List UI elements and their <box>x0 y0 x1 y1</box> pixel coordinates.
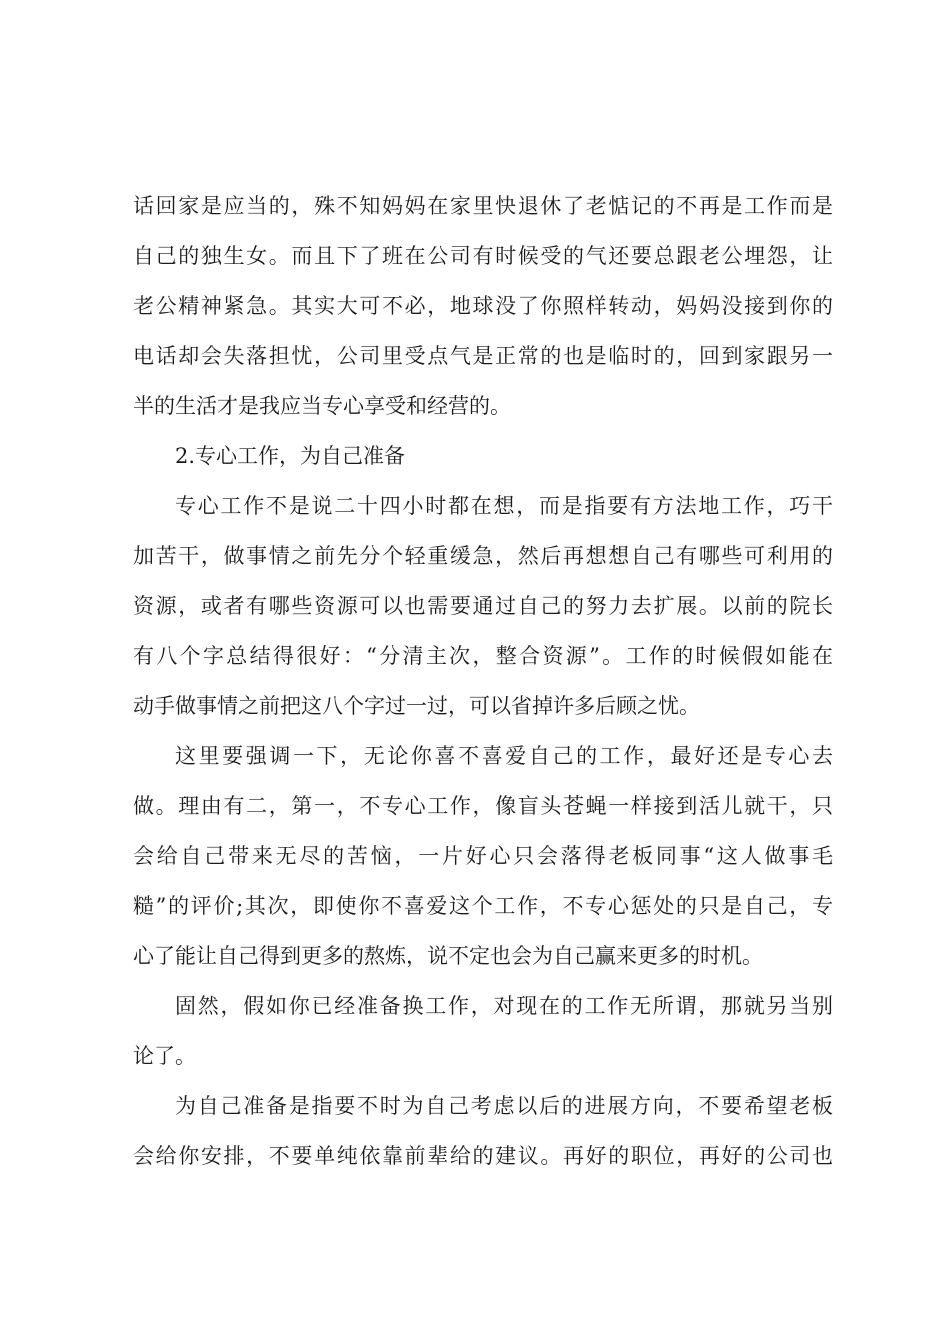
body-line: 老公精神紧急。其实大可不必，地球没了你照样转动，妈妈没接到你的 <box>133 294 833 318</box>
body-line: 有八个字总结得很好：“分清主次，整合资源”。工作的时候假如能在 <box>133 644 833 668</box>
body-line: 做。理由有二，第一，不专心工作，像盲头苍蝇一样接到活儿就干，只 <box>133 794 833 818</box>
body-line: 资源，或者有哪些资源可以也需要通过自己的努力去扩展。以前的院长 <box>133 594 833 618</box>
body-line: 加苦干，做事情之前先分个轻重缓急，然后再想想自己有哪些可利用的 <box>133 544 833 568</box>
body-line: 会给自己带来无尽的苦恼，一片好心只会落得老板同事“这人做事毛 <box>133 844 833 868</box>
body-line: 电话却会失落担忧，公司里受点气是正常的也是临时的，回到家跟另一 <box>133 344 833 368</box>
body-line: 动手做事情之前把这八个字过一过，可以省掉许多后顾之忧。 <box>133 694 700 718</box>
section-heading: 2.专心工作，为自己准备 <box>175 444 406 468</box>
body-line: 为自己准备是指要不时为自己考虑以后的进展方向，不要希望老板 <box>175 1094 833 1118</box>
body-line: 这里要强调一下，无论你喜不喜爱自己的工作，最好还是专心去 <box>175 744 833 768</box>
body-line: 论了。 <box>133 1044 196 1068</box>
body-line: 专心工作不是说二十四小时都在想，而是指要有方法地工作，巧干 <box>175 494 833 518</box>
body-line: 固然，假如你已经准备换工作，对现在的工作无所谓，那就另当别 <box>175 994 833 1018</box>
body-line: 心了能让自己得到更多的熬炼，说不定也会为自己赢来更多的时机。 <box>133 944 763 968</box>
body-line: 半的生活才是我应当专心享受和经营的。 <box>133 394 511 418</box>
body-line: 话回家是应当的，殊不知妈妈在家里快退休了老惦记的不再是工作而是 <box>133 194 833 218</box>
body-line: 自己的独生女。而且下了班在公司有时候受的气还要总跟老公埋怨，让 <box>133 244 833 268</box>
body-line: 会给你安排，不要单纯依靠前辈给的建议。再好的职位，再好的公司也 <box>133 1144 833 1168</box>
body-line: 糙”的评价;其次，即使你不喜爱这个工作，不专心惩处的只是自己，专 <box>133 894 833 918</box>
